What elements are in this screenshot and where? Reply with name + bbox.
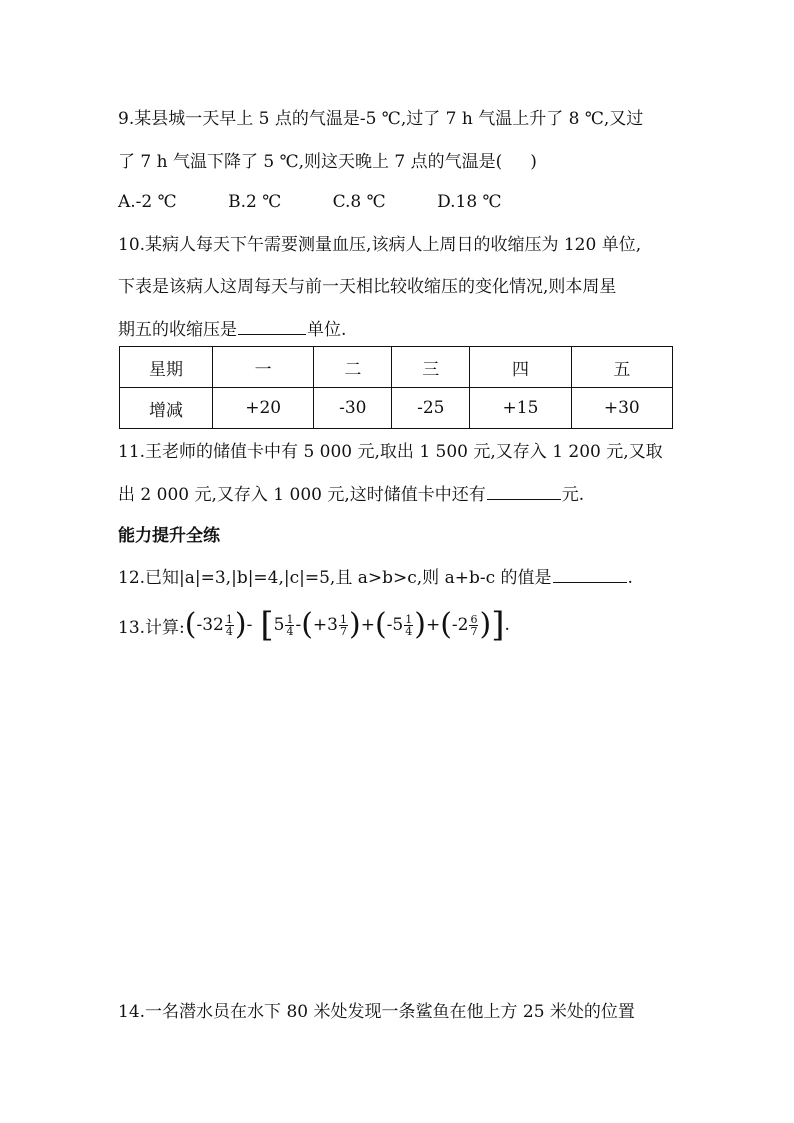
q11-line-2-text: 出 2 000 元,又存入 1 000 元,这时储值卡中还有 [118,485,486,505]
q14-line-1: 14.一名潜水员在水下 80 米处发现一条鲨鱼在他上方 25 米处的位置 [118,1002,635,1022]
table-header-label: 星期 [120,347,213,388]
q9-options [118,191,548,213]
q13-period: . [504,615,510,635]
fraction-denominator: 7 [339,624,347,638]
table-cell: 二 [314,347,392,388]
term-4-whole: -5 [386,615,404,635]
answer-blank [238,318,306,335]
q13-expression [118,605,510,645]
term-1-fraction [225,614,234,637]
q11-line-1: 11.王老师的储值卡中有 5 000 元,取出 1 500 元,又存入 1 200 元,又取 [118,442,663,462]
answer-blank [487,483,561,500]
q10-line-1: 10.某病人每天下午需要测量血压,该病人上周日的收缩压为 120 单位, [118,235,642,255]
term-4-fraction [404,614,413,637]
table-cell: +15 [470,388,571,429]
table-cell: 一 [213,347,314,388]
table-cell: 四 [470,347,571,388]
q12-period: . [627,568,633,588]
term-5-whole: -2 [451,615,469,635]
table-cell: -30 [314,388,392,429]
fraction-numerator: 1 [405,612,413,626]
table-cell: 五 [571,347,672,388]
fraction-numerator: 1 [286,612,294,626]
term-2-fraction [285,614,294,637]
q9-line-2 [118,151,537,173]
term-3-whole: +3 [312,615,338,635]
table-cell: +30 [571,388,672,429]
fraction-denominator: 4 [286,624,294,638]
q10-line-2: 下表是该病人这周每天与前一天相比较收缩压的变化情况,则本周星 [118,277,617,297]
answer-blank [553,566,627,583]
right-paren-icon: ) [234,607,247,642]
right-bracket-icon: ] [491,605,505,645]
table-row-label: 增减 [120,388,213,429]
q12-line [118,566,633,589]
q11-line-2-unit: 元. [561,485,585,505]
term-1-whole: -32 [196,615,224,635]
term-3-fraction [339,614,348,637]
minus-sign: - [246,615,253,635]
option-d: D.18 ℃ [437,192,502,212]
left-paren-icon: ( [374,607,387,642]
left-paren-icon: ( [440,607,452,642]
blood-pressure-table [119,346,673,429]
q11-line-2 [118,483,584,506]
table-cell: 三 [392,347,470,388]
fraction-denominator: 7 [470,624,478,638]
table-row [120,388,673,429]
term-5-fraction [469,614,478,637]
q10-line-3 [118,318,346,341]
q9-close-paren: ) [530,152,537,172]
table-cell: +20 [213,388,314,429]
fraction-denominator: 4 [225,624,233,638]
q9-line-1: 9.某县城一天早上 5 点的气温是-5 ℃,过了 7 h 气温上升了 8 ℃,又过 [118,109,644,129]
q13-prefix: 13.计算: [118,617,185,638]
left-paren-icon: ( [184,607,197,642]
left-paren-icon: ( [301,607,313,642]
left-bracket-icon: [ [260,605,274,645]
q10-line-3-text: 期五的收缩压是 [118,320,237,340]
option-b: B.2 ℃ [228,192,282,212]
right-paren-icon: ) [414,607,426,642]
fraction-denominator: 4 [405,624,413,638]
q12-text: 12.已知|a|=3,|b|=4,|c|=5,且 a>b>c,则 a+b-c 的值是 [118,568,552,588]
right-paren-icon: ) [479,607,492,642]
term-2-whole: 5 [273,615,285,635]
fraction-numerator: 1 [339,612,347,626]
minus-sign: - [295,615,302,635]
table-row [120,347,673,388]
plus-sign: + [360,615,375,635]
plus-sign: + [425,615,441,635]
option-a: A.-2 ℃ [118,192,177,212]
fraction-numerator: 6 [470,612,478,626]
q10-line-3-unit: 单位. [307,320,347,340]
right-paren-icon: ) [348,607,361,642]
fraction-numerator: 1 [225,612,233,626]
option-c: C.8 ℃ [332,192,386,212]
section-title: 能力提升全练 [118,526,220,546]
q9-line-2-text: 了 7 h 气温下降了 5 ℃,则这天晚上 7 点的气温是( [118,152,503,172]
table-cell: -25 [392,388,470,429]
